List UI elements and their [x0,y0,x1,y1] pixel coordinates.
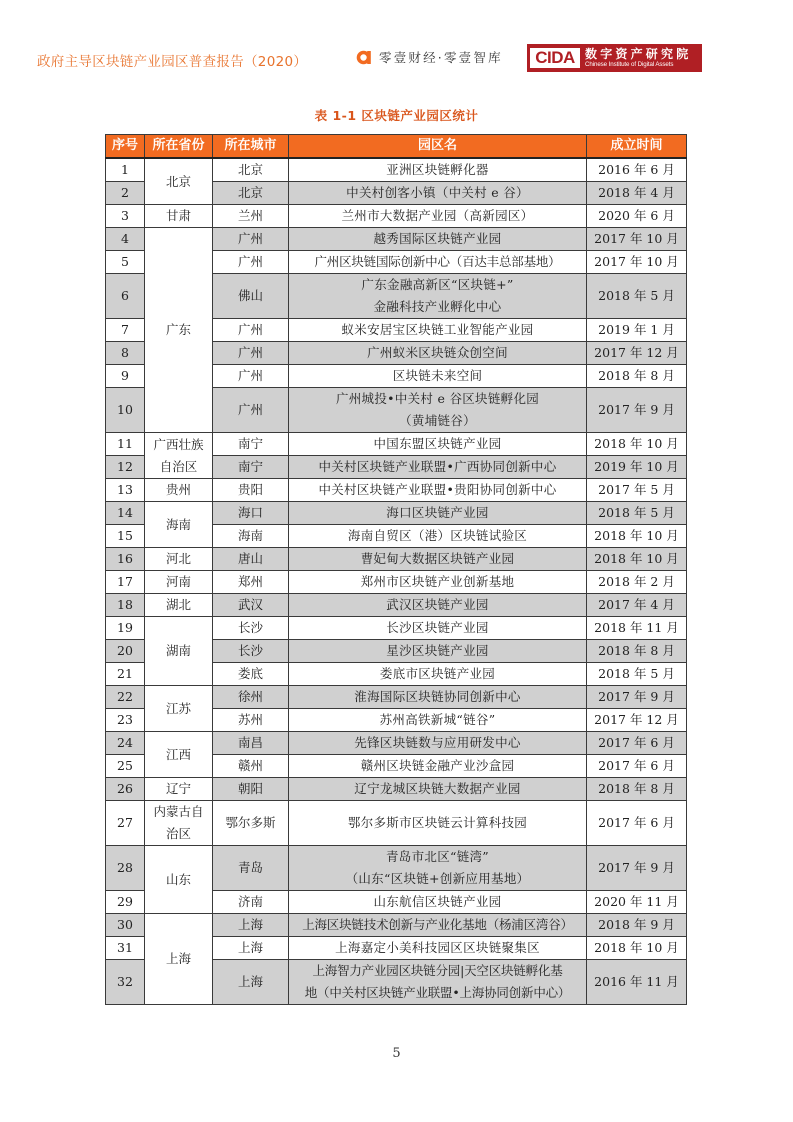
province-line: 治区 [165,826,191,841]
city-cell: 鄂尔多斯 [213,801,289,846]
row-no: 29 [106,891,145,914]
table-row [106,914,687,937]
city-cell: 济南 [213,891,289,914]
park-name-cell: 郑州市区块链产业创新基地 [289,571,587,594]
park-name-line: 青岛市北区“链湾” [386,849,489,864]
park-name-line: 广东金融高新区“区块链+” [361,277,514,292]
park-name-cell: 亚洲区块链孵化器 [289,158,587,182]
row-no: 14 [106,502,145,525]
row-no: 8 [106,342,145,365]
row-no: 27 [106,801,145,846]
date-cell: 2018 年 9 月 [587,914,687,937]
city-cell: 北京 [213,158,289,182]
date-cell: 2017 年 9 月 [587,686,687,709]
date-cell: 2020 年 11 月 [587,891,687,914]
city-cell: 贵阳 [213,479,289,502]
city-cell: 武汉 [213,594,289,617]
row-no: 13 [106,479,145,502]
brand-lingyi-text: 零壹财经·零壹智库 [379,50,503,65]
park-name-cell [289,274,587,319]
table-row [106,778,687,801]
table-row [106,594,687,617]
province-line: 内蒙古自 [153,804,204,819]
province-cell [145,801,213,846]
date-cell: 2018 年 4 月 [587,182,687,205]
row-no: 12 [106,456,145,479]
park-name-cell: 苏州高铁新城“链谷” [289,709,587,732]
column-header-no: 序号 [106,135,145,159]
row-no: 6 [106,274,145,319]
city-cell: 南昌 [213,732,289,755]
date-cell: 2018 年 10 月 [587,525,687,548]
page-number: 5 [392,1046,401,1061]
row-no: 17 [106,571,145,594]
province-cell: 湖南 [145,617,213,686]
column-header-park: 园区名 [289,135,587,159]
running-header [0,44,793,74]
city-cell: 上海 [213,914,289,937]
table-row [106,571,687,594]
province-cell: 湖北 [145,594,213,617]
city-cell: 广州 [213,319,289,342]
row-no: 7 [106,319,145,342]
row-no: 9 [106,365,145,388]
province-cell: 北京 [145,158,213,205]
park-name-cell [289,388,587,433]
park-name-cell [289,960,587,1005]
date-cell: 2017 年 12 月 [587,342,687,365]
city-cell: 广州 [213,342,289,365]
park-name-cell: 广州区块链国际创新中心（百达丰总部基地） [289,251,587,274]
city-cell: 南宁 [213,433,289,456]
province-cell: 甘肃 [145,205,213,228]
date-cell: 2017 年 10 月 [587,228,687,251]
row-no: 18 [106,594,145,617]
date-cell: 2018 年 8 月 [587,778,687,801]
park-name-cell: 海口区块链产业园 [289,502,587,525]
province-cell: 贵州 [145,479,213,502]
row-no: 21 [106,663,145,686]
park-name-cell [289,846,587,891]
row-no: 32 [106,960,145,1005]
park-name-cell: 上海区块链技术创新与产业化基地（杨浦区湾谷） [289,914,587,937]
city-cell: 苏州 [213,709,289,732]
date-cell: 2019 年 10 月 [587,456,687,479]
province-cell: 江西 [145,732,213,778]
park-name-cell: 淮海国际区块链协同创新中心 [289,686,587,709]
province-line: 自治区 [159,458,198,474]
province-cell [145,433,213,479]
table-row [106,617,687,640]
date-cell: 2018 年 10 月 [587,937,687,960]
table-row [106,433,687,456]
date-cell: 2017 年 6 月 [587,801,687,846]
province-cell: 河南 [145,571,213,594]
city-cell: 上海 [213,960,289,1005]
table-row [106,686,687,709]
table-row [106,732,687,755]
city-cell: 南宁 [213,456,289,479]
park-name-cell: 区块链未来空间 [289,365,587,388]
date-cell: 2017 年 10 月 [587,251,687,274]
table-caption: 表 1-1 区块链产业园区统计 [314,108,479,123]
province-cell: 广东 [145,228,213,433]
row-no: 19 [106,617,145,640]
park-name-cell: 辽宁龙城区块链大数据产业园 [289,778,587,801]
city-cell: 长沙 [213,640,289,663]
row-no: 10 [106,388,145,433]
date-cell: 2017 年 4 月 [587,594,687,617]
table-row [106,548,687,571]
table-row [106,479,687,502]
park-name-line: （山东“区块链+创新应用基地） [345,871,530,886]
row-no: 5 [106,251,145,274]
row-no: 4 [106,228,145,251]
date-cell: 2018 年 2 月 [587,571,687,594]
column-header-province: 所在省份 [145,135,213,159]
date-cell: 2017 年 12 月 [587,709,687,732]
table-row [106,801,687,846]
city-cell: 广州 [213,388,289,433]
row-no: 26 [106,778,145,801]
province-cell: 上海 [145,914,213,1005]
date-cell: 2017 年 6 月 [587,755,687,778]
row-no: 20 [106,640,145,663]
park-name-cell: 中关村区块链产业联盟•广西协同创新中心 [289,456,587,479]
date-cell: 2018 年 5 月 [587,663,687,686]
park-name-cell: 山东航信区块链产业园 [289,891,587,914]
row-no: 24 [106,732,145,755]
orange-a-logo-icon [356,49,372,65]
column-header-date: 成立时间 [587,135,687,159]
park-name-cell: 赣州区块链金融产业沙盒园 [289,755,587,778]
date-cell: 2017 年 9 月 [587,388,687,433]
park-name-cell: 鄂尔多斯市区块链云计算科技园 [289,801,587,846]
city-cell: 海南 [213,525,289,548]
city-cell: 佛山 [213,274,289,319]
city-cell: 赣州 [213,755,289,778]
table-header-row [106,135,687,159]
park-name-line: （黄埔链谷） [399,413,476,428]
park-name-cell: 中关村区块链产业联盟•贵阳协同创新中心 [289,479,587,502]
park-name-cell: 星沙区块链产业园 [289,640,587,663]
city-cell: 广州 [213,365,289,388]
park-name-line: 上海智力产业园区块链分园|天空区块链孵化基 [312,963,563,978]
date-cell: 2020 年 6 月 [587,205,687,228]
date-cell: 2018 年 10 月 [587,548,687,571]
date-cell: 2018 年 10 月 [587,433,687,456]
row-no: 16 [106,548,145,571]
date-cell: 2018 年 5 月 [587,274,687,319]
city-cell: 娄底 [213,663,289,686]
date-cell: 2018 年 8 月 [587,640,687,663]
park-name-line: 地（中关村区块链产业联盟•上海协同创新中心） [304,985,571,1000]
date-cell: 2016 年 11 月 [587,960,687,1005]
park-name-cell: 中关村创客小镇（中关村 e 谷） [289,182,587,205]
table-row [106,846,687,891]
city-cell: 徐州 [213,686,289,709]
table-row [106,158,687,182]
row-no: 2 [106,182,145,205]
date-cell: 2018 年 8 月 [587,365,687,388]
row-no: 28 [106,846,145,891]
row-no: 3 [106,205,145,228]
province-cell: 山东 [145,846,213,914]
park-name-cell: 曹妃甸大数据区块链产业园 [289,548,587,571]
city-cell: 海口 [213,502,289,525]
date-cell: 2017 年 6 月 [587,732,687,755]
brand-lingyi [356,48,503,66]
date-cell: 2018 年 11 月 [587,617,687,640]
city-cell: 广州 [213,251,289,274]
park-name-line: 广州城投•中关村 e 谷区块链孵化园 [335,391,540,406]
province-cell: 海南 [145,502,213,548]
province-line: 广西壮族 [153,436,204,452]
city-cell: 朝阳 [213,778,289,801]
park-name-cell: 兰州市大数据产业园（高新园区） [289,205,587,228]
city-cell: 唐山 [213,548,289,571]
park-name-line: 金融科技产业孵化中心 [373,299,502,314]
row-no: 30 [106,914,145,937]
park-name-cell: 长沙区块链产业园 [289,617,587,640]
park-name-cell: 越秀国际区块链产业园 [289,228,587,251]
row-no: 1 [106,158,145,182]
row-no: 25 [106,755,145,778]
park-name-cell: 蚁米安居宝区块链工业智能产业园 [289,319,587,342]
cida-logo-icon: CIDA [530,48,580,68]
city-cell: 上海 [213,937,289,960]
park-name-cell: 武汉区块链产业园 [289,594,587,617]
table-row [106,502,687,525]
date-cell: 2017 年 9 月 [587,846,687,891]
date-cell: 2016 年 6 月 [587,158,687,182]
blockchain-park-table [105,134,687,1005]
row-no: 15 [106,525,145,548]
park-name-cell: 上海嘉定小美科技园区区块链聚集区 [289,937,587,960]
row-no: 11 [106,433,145,456]
row-no: 22 [106,686,145,709]
city-cell: 北京 [213,182,289,205]
city-cell: 青岛 [213,846,289,891]
city-cell: 广州 [213,228,289,251]
brand-cida [527,44,702,72]
cida-name-cn: 数字资产研究院 [585,47,692,61]
province-cell: 河北 [145,548,213,571]
city-cell: 郑州 [213,571,289,594]
table-row [106,228,687,251]
row-no: 31 [106,937,145,960]
report-title: 政府主导区块链产业园区普查报告（2020） [37,54,308,70]
date-cell: 2019 年 1 月 [587,319,687,342]
city-cell: 兰州 [213,205,289,228]
column-header-city: 所在城市 [213,135,289,159]
park-name-cell: 娄底市区块链产业园 [289,663,587,686]
park-name-cell: 广州蚁米区块链众创空间 [289,342,587,365]
city-cell: 长沙 [213,617,289,640]
park-name-cell: 中国东盟区块链产业园 [289,433,587,456]
province-cell: 辽宁 [145,778,213,801]
park-name-cell: 海南自贸区（港）区块链试验区 [289,525,587,548]
province-cell: 江苏 [145,686,213,732]
date-cell: 2018 年 5 月 [587,502,687,525]
park-name-cell: 先锋区块链数与应用研发中心 [289,732,587,755]
date-cell: 2017 年 5 月 [587,479,687,502]
row-no: 23 [106,709,145,732]
cida-name-en: Chinese Institute of Digital Assets [585,61,674,68]
table-row [106,205,687,228]
